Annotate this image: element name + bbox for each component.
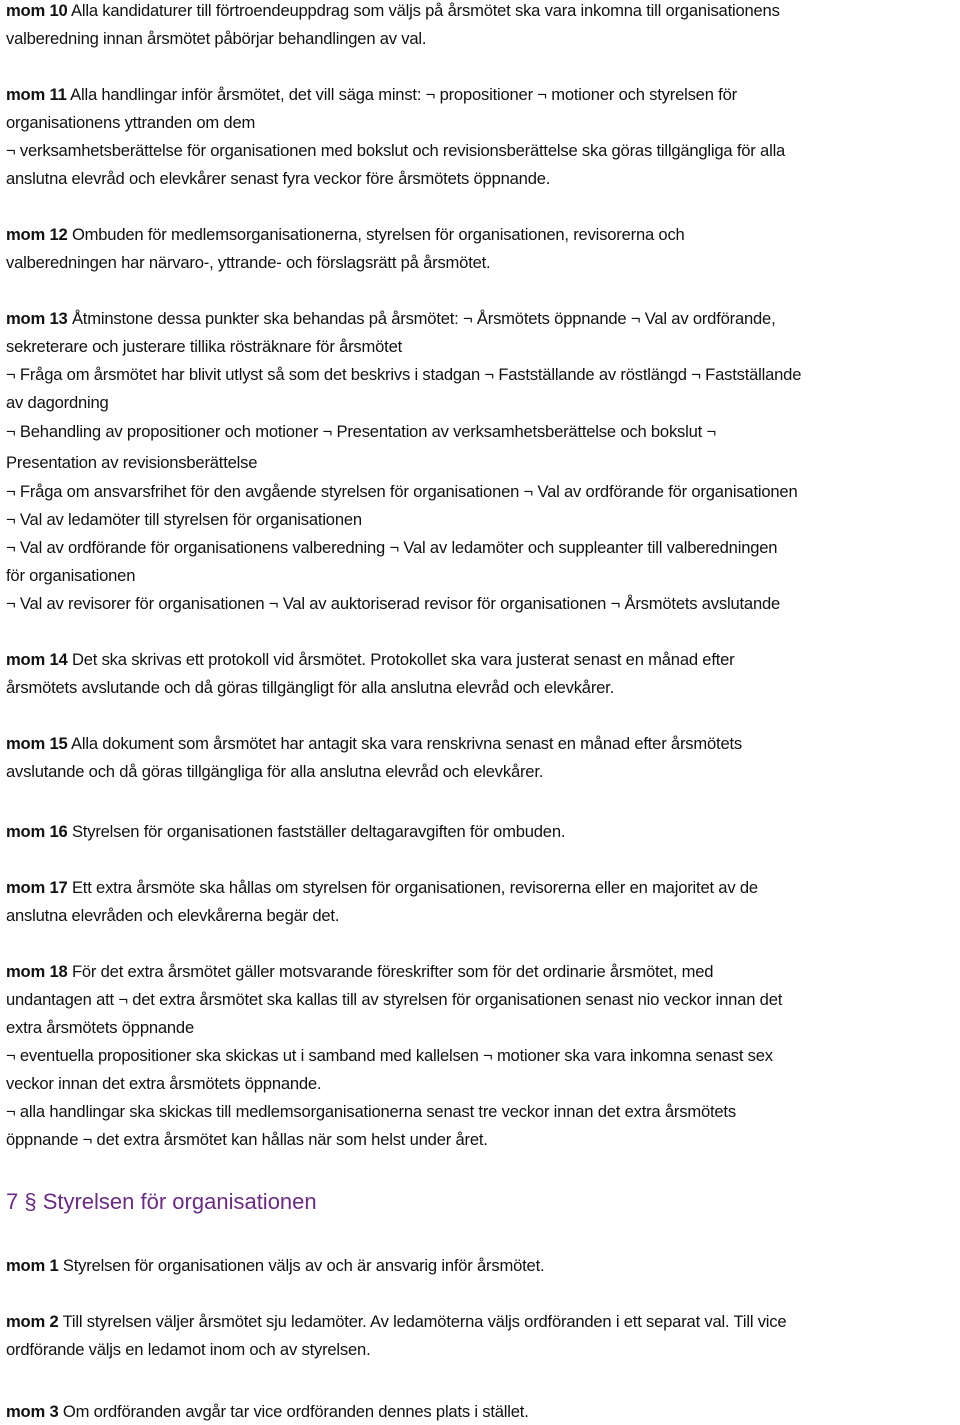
mom13-line-1 xyxy=(6,309,776,329)
mom18-text-1: För det extra årsmötet gäller motsvarande föreskrifter som för det ordinarie årsmötet, med xyxy=(71,962,714,981)
mom15-number: mom 15 xyxy=(6,734,68,753)
mom13-line-11: ¬ Val av revisorer för organisationen ¬ Val av auktoriserad revisor för organisationen ¬ Årsmötets avslutande xyxy=(6,594,781,613)
mom17-number: mom 17 xyxy=(6,878,68,897)
mom11-line-3: ¬ verksamhetsberättelse för organisationen med bokslut och revisionsberättelse ska göras tillgängliga för alla xyxy=(6,141,786,160)
mom16-number: mom 16 xyxy=(6,822,68,841)
mom11-line-4: anslutna elevråd och elevkårer senast fyra veckor före årsmötets öppnande. xyxy=(6,169,551,188)
mom16-line-1 xyxy=(6,822,565,842)
mom10-line-2: valberedning innan årsmötet påbörjar behandlingen av val. xyxy=(6,29,427,48)
mom15-text-1: Alla dokument som årsmötet har antagit ska vara renskrivna senast en månad efter årsmötets xyxy=(71,734,742,753)
mom12-number: mom 12 xyxy=(6,225,68,244)
mom18-line-2: undantagen att ¬ det extra årsmötet ska kallas till av styrelsen för organisationen senast nio veckor innan det xyxy=(6,990,783,1009)
mom18-line-6: ¬ alla handlingar ska skickas till medlemsorganisationerna senast tre veckor innan det extra årsmötets xyxy=(6,1102,736,1121)
s7-mom3-line-1 xyxy=(6,1402,529,1422)
s7-mom2-text-1: Till styrelsen väljer årsmötet sju ledamöter. Av ledamöterna väljs ordföranden i ett separat val. Till vice xyxy=(62,1312,787,1331)
mom16-text-1: Styrelsen för organisationen fastställer deltagaravgiften för ombuden. xyxy=(71,822,566,841)
mom11-line-1 xyxy=(6,85,737,105)
mom18-line-5: veckor innan det extra årsmötets öppnande. xyxy=(6,1074,322,1093)
mom12-text-1: Ombuden för medlemsorganisationerna, styrelsen för organisationen, revisorerna och xyxy=(71,225,685,244)
mom11-number: mom 11 xyxy=(6,85,67,104)
s7-mom1-number: mom 1 xyxy=(6,1256,59,1275)
mom11-text-1: Alla handlingar inför årsmötet, det vill säga minst: ¬ propositioner ¬ motioner och styrelsen för xyxy=(70,85,737,104)
mom18-line-7: öppnande ¬ det extra årsmötet kan hållas när som helst under året. xyxy=(6,1130,488,1149)
mom10-line-1 xyxy=(6,1,780,21)
mom13-line-7: ¬ Fråga om ansvarsfrihet för den avgående styrelsen för organisationen ¬ Val av ordförande för organisationen xyxy=(6,482,798,501)
mom15-line-1 xyxy=(6,734,742,754)
mom13-line-2: sekreterare och justerare tillika rösträknare för årsmötet xyxy=(6,337,403,356)
mom18-line-3: extra årsmötets öppnande xyxy=(6,1018,194,1037)
mom13-line-3: ¬ Fråga om årsmötet har blivit utlyst så som det beskrivs i stadgan ¬ Fastställande av röstlängd ¬ Fastställande xyxy=(6,365,802,384)
s7-mom1-line-1 xyxy=(6,1256,544,1276)
mom17-text-1: Ett extra årsmöte ska hållas om styrelsen för organisationen, revisorerna eller en majoritet av de xyxy=(71,878,758,897)
s7-mom1-text-1: Styrelsen för organisationen väljs av och är ansvarig inför årsmötet. xyxy=(62,1256,545,1275)
mom13-text-1: Åtminstone dessa punkter ska behandas på årsmötet: ¬ Årsmötets öppnande ¬ Val av ordförande, xyxy=(71,309,776,328)
mom18-line-1 xyxy=(6,962,713,982)
mom18-line-4: ¬ eventuella propositioner ska skickas ut i samband med kallelsen ¬ motioner ska vara inkomna senast sex xyxy=(6,1046,773,1065)
mom14-line-1 xyxy=(6,650,735,670)
mom12-line-2: valberedningen har närvaro-, yttrande- och förslagsrätt på årsmötet. xyxy=(6,253,491,272)
mom12-line-1 xyxy=(6,225,685,245)
mom13-line-6: Presentation av revisionsberättelse xyxy=(6,453,258,472)
mom13-line-5: ¬ Behandling av propositioner och motioner ¬ Presentation av verksamhetsberättelse och bokslut ¬ xyxy=(6,422,716,441)
mom13-line-4: av dagordning xyxy=(6,393,109,412)
mom14-number: mom 14 xyxy=(6,650,68,669)
mom13-line-9: ¬ Val av ordförande för organisationens valberedning ¬ Val av ledamöter och suppleanter till valberedningen xyxy=(6,538,778,557)
section-7-heading: 7 § Styrelsen för organisationen xyxy=(6,1189,317,1214)
s7-mom3-text-1: Om ordföranden avgår tar vice ordföranden dennes plats i stället. xyxy=(62,1402,529,1421)
mom15-line-2: avslutande och då göras tillgängliga för alla anslutna elevråd och elevkårer. xyxy=(6,762,544,781)
mom13-line-10: för organisationen xyxy=(6,566,136,585)
s7-mom3-number: mom 3 xyxy=(6,1402,59,1421)
mom17-line-1 xyxy=(6,878,758,898)
mom14-line-2: årsmötets avslutande och då göras tillgängligt för alla anslutna elevråd och elevkårer. xyxy=(6,678,614,697)
s7-mom2-line-1 xyxy=(6,1312,786,1332)
mom10-number: mom 10 xyxy=(6,1,68,20)
mom10-text-1: Alla kandidaturer till förtroendeuppdrag som väljs på årsmötet ska vara inkomna till organisationens xyxy=(71,1,780,20)
mom17-line-2: anslutna elevråden och elevkårerna begär det. xyxy=(6,906,340,925)
mom14-text-1: Det ska skrivas ett protokoll vid årsmötet. Protokollet ska vara justerat senast en månad efter xyxy=(71,650,735,669)
s7-mom2-line-2: ordförande väljs en ledamot inom och av styrelsen. xyxy=(6,1340,371,1359)
mom13-line-8: ¬ Val av ledamöter till styrelsen för organisationen xyxy=(6,510,362,529)
mom11-line-2: organisationens yttranden om dem xyxy=(6,113,256,132)
mom13-number: mom 13 xyxy=(6,309,68,328)
s7-mom2-number: mom 2 xyxy=(6,1312,59,1331)
mom18-number: mom 18 xyxy=(6,962,68,981)
